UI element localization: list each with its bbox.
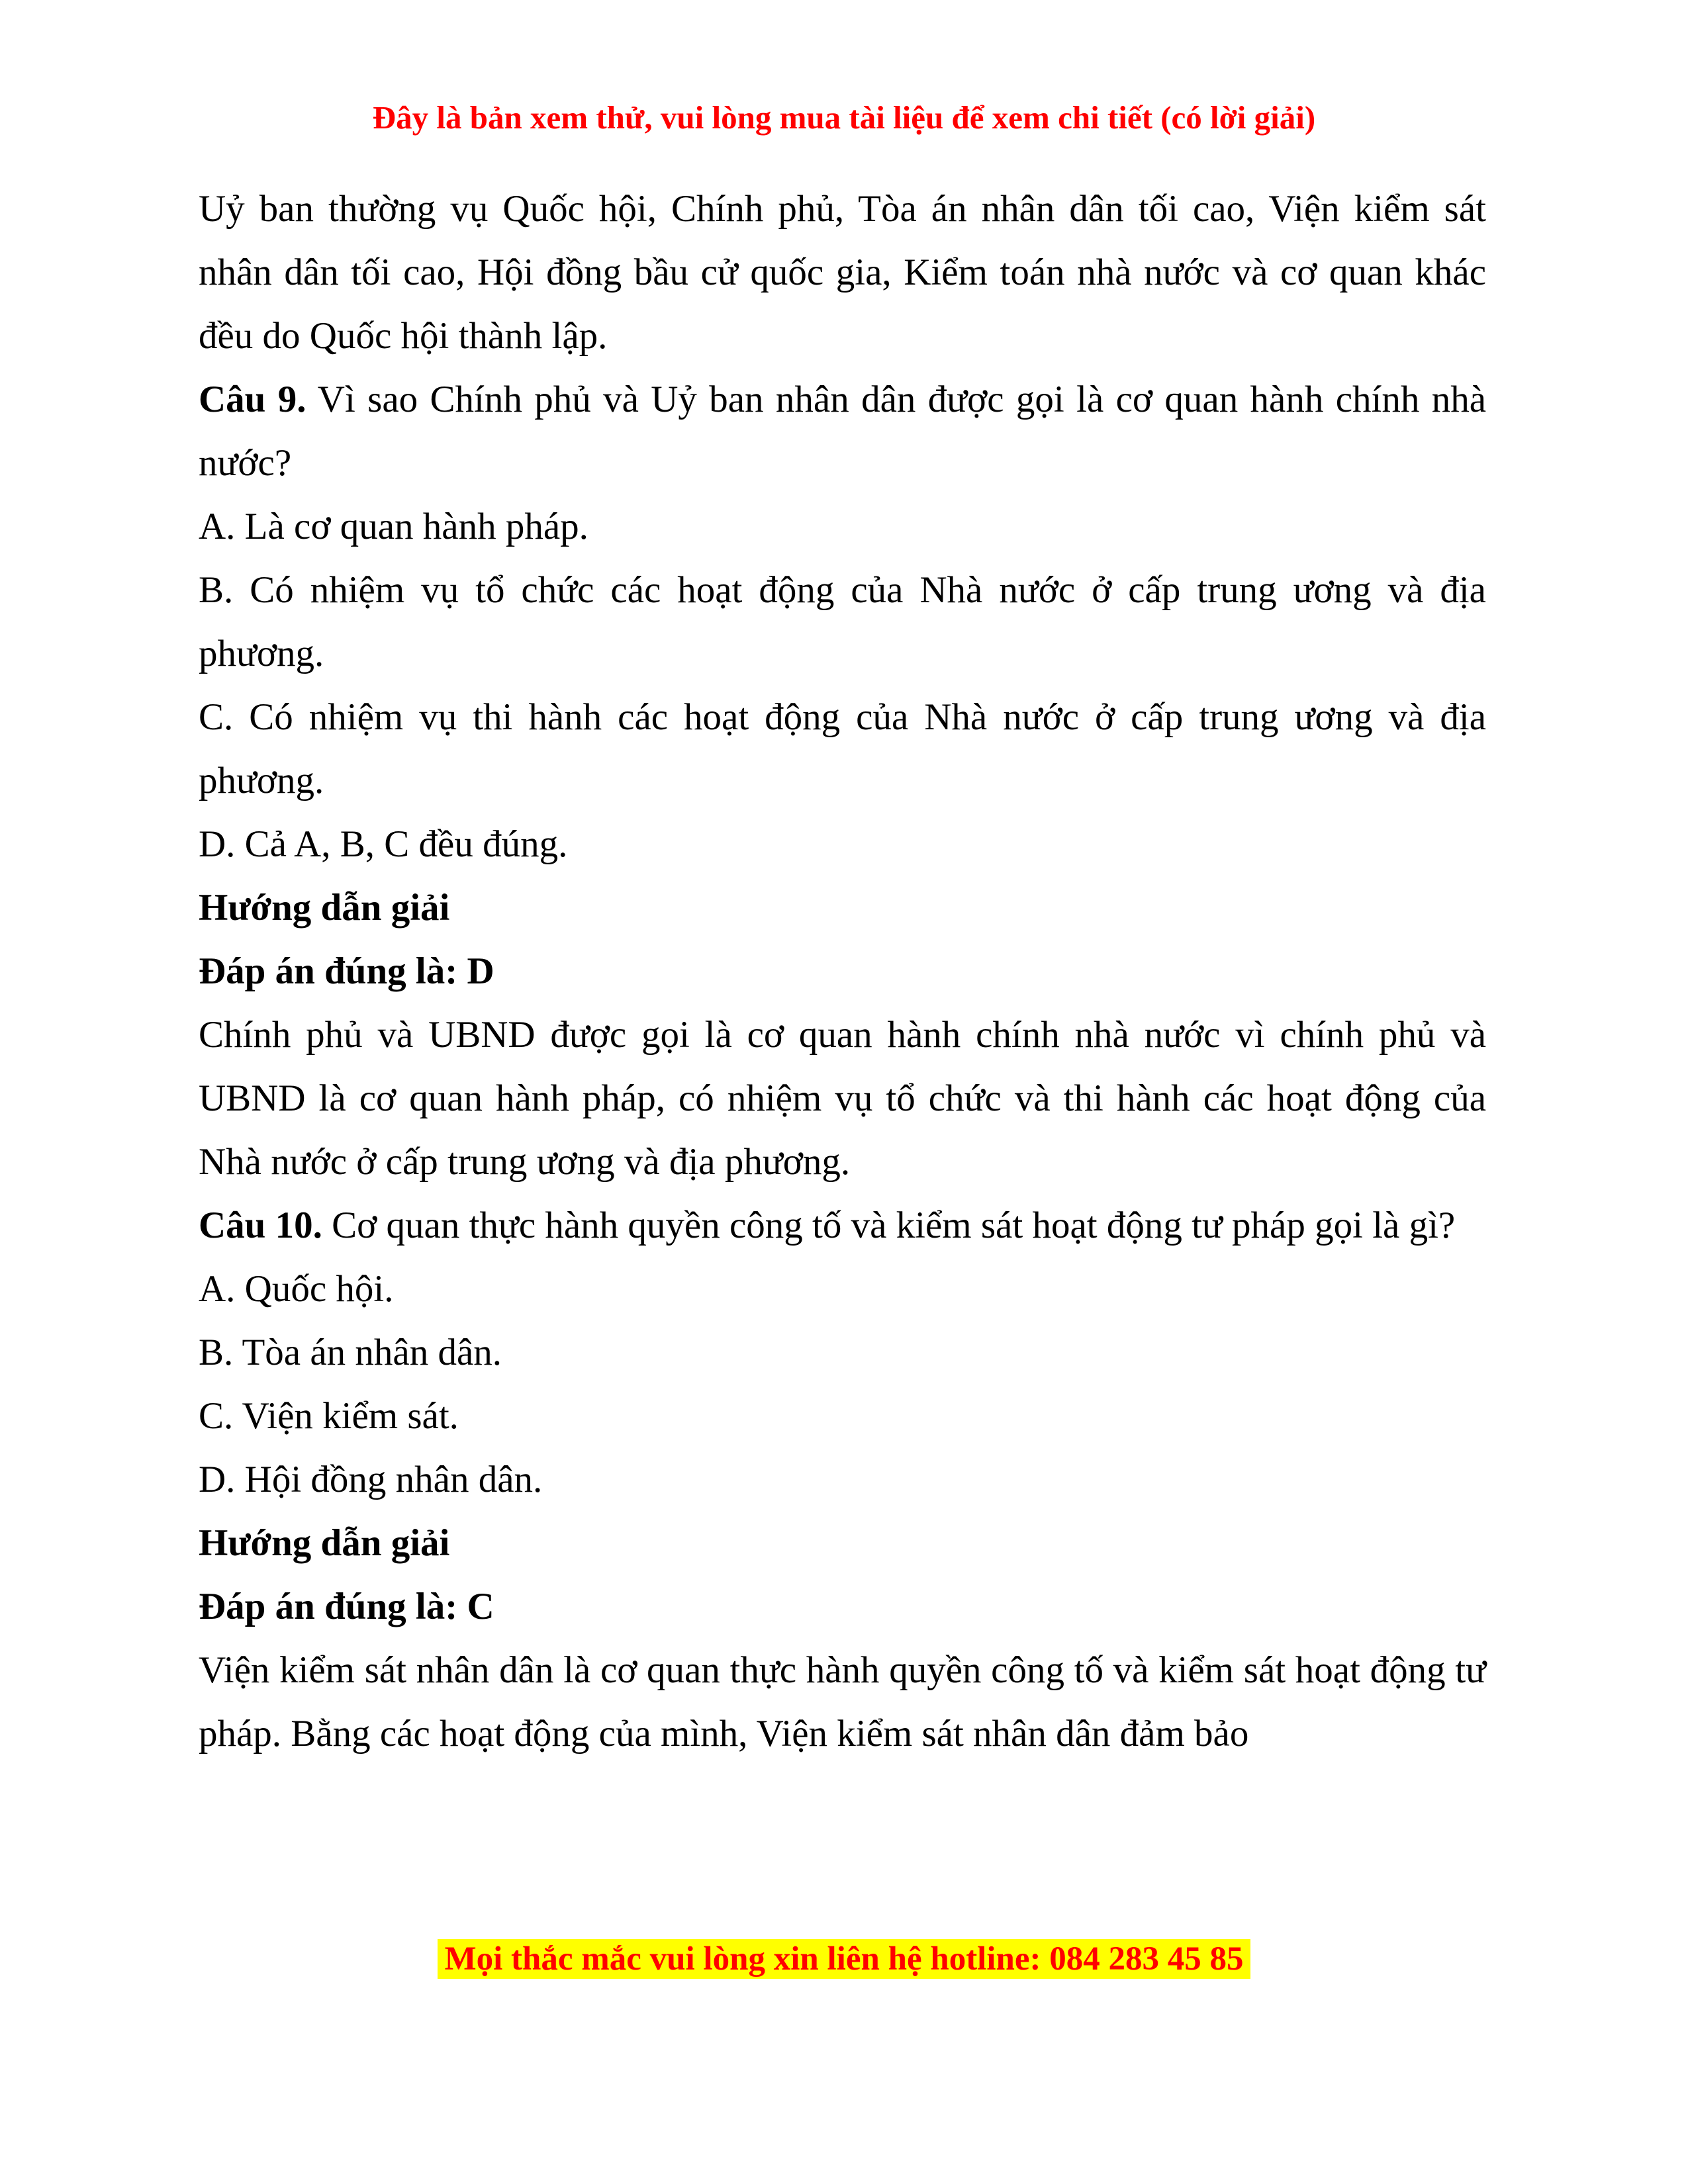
option-b	[199, 559, 1486, 686]
option-b	[199, 1321, 1486, 1385]
option-text: B. Có nhiệm vụ tổ chức các hoạt động của Nhà nước ở cấp trung ương và địa phương.	[199, 569, 1486, 674]
question-text: Cơ quan thực hành quyền công tố và kiểm sát hoạt động tư pháp gọi là gì?	[322, 1205, 1456, 1246]
explanation-text: Chính phủ và UBND được gọi là cơ quan hành chính nhà nước vì chính phủ và UBND là cơ quan hành pháp, có nhiệm vụ tổ chức và thi hành các hoạt động của Nhà nước ở cấp trung ương và địa phương.	[199, 1014, 1486, 1183]
solution-heading-text: Hướng dẫn giải	[199, 1522, 450, 1564]
correct-answer	[199, 940, 1486, 1003]
option-a	[199, 495, 1486, 559]
question-text: Vì sao Chính phủ và Uỷ ban nhân dân được gọi là cơ quan hành chính nhà nước?	[199, 379, 1486, 484]
paragraph-text: Uỷ ban thường vụ Quốc hội, Chính phủ, Tòa án nhân dân tối cao, Viện kiểm sát nhân dân tối cao, Hội đồng bầu cử quốc gia, Kiểm toán nhà nước và cơ quan khác đều do Quốc hội thành lập.	[199, 188, 1486, 357]
solution-heading	[199, 876, 1486, 940]
option-d	[199, 1448, 1486, 1512]
option-text: D. Hội đồng nhân dân.	[199, 1459, 543, 1500]
option-text: C. Viện kiểm sát.	[199, 1395, 459, 1437]
option-text: C. Có nhiệm vụ thi hành các hoạt động của Nhà nước ở cấp trung ương và địa phương.	[199, 696, 1486, 801]
option-text: A. Quốc hội.	[199, 1268, 394, 1310]
option-text: D. Cả A, B, C đều đúng.	[199, 823, 568, 865]
correct-answer-text: Đáp án đúng là: D	[199, 950, 494, 992]
hotline-notice-text: Mọi thắc mắc vui lòng xin liên hệ hotline: 084 283 45 85	[438, 1939, 1250, 1979]
explanation-text: Viện kiểm sát nhân dân là cơ quan thực hành quyền công tố và kiểm sát hoạt động tư pháp. Bằng các hoạt động của mình, Viện kiểm sát nhân dân đảm bảo	[199, 1649, 1486, 1754]
solution-heading-text: Hướng dẫn giải	[199, 887, 450, 929]
question-9	[199, 368, 1486, 495]
document-body	[199, 177, 1486, 1766]
correct-answer	[199, 1575, 1486, 1639]
option-c	[199, 686, 1486, 813]
question-number: Câu 9.	[199, 379, 306, 420]
hotline-notice	[0, 1938, 1688, 1980]
correct-answer-text: Đáp án đúng là: C	[199, 1586, 494, 1627]
question-number: Câu 10.	[199, 1205, 322, 1246]
preview-notice: Đây là bản xem thử, vui lòng mua tài liệu để xem chi tiết (có lời giải)	[372, 99, 1316, 136]
paragraph	[199, 177, 1486, 368]
option-c	[199, 1385, 1486, 1448]
option-text: A. Là cơ quan hành pháp.	[199, 506, 588, 547]
option-a	[199, 1257, 1486, 1321]
option-d	[199, 813, 1486, 876]
explanation	[199, 1003, 1486, 1194]
option-text: B. Tòa án nhân dân.	[199, 1332, 502, 1373]
solution-heading	[199, 1512, 1486, 1575]
question-10	[199, 1194, 1486, 1257]
explanation	[199, 1639, 1486, 1766]
